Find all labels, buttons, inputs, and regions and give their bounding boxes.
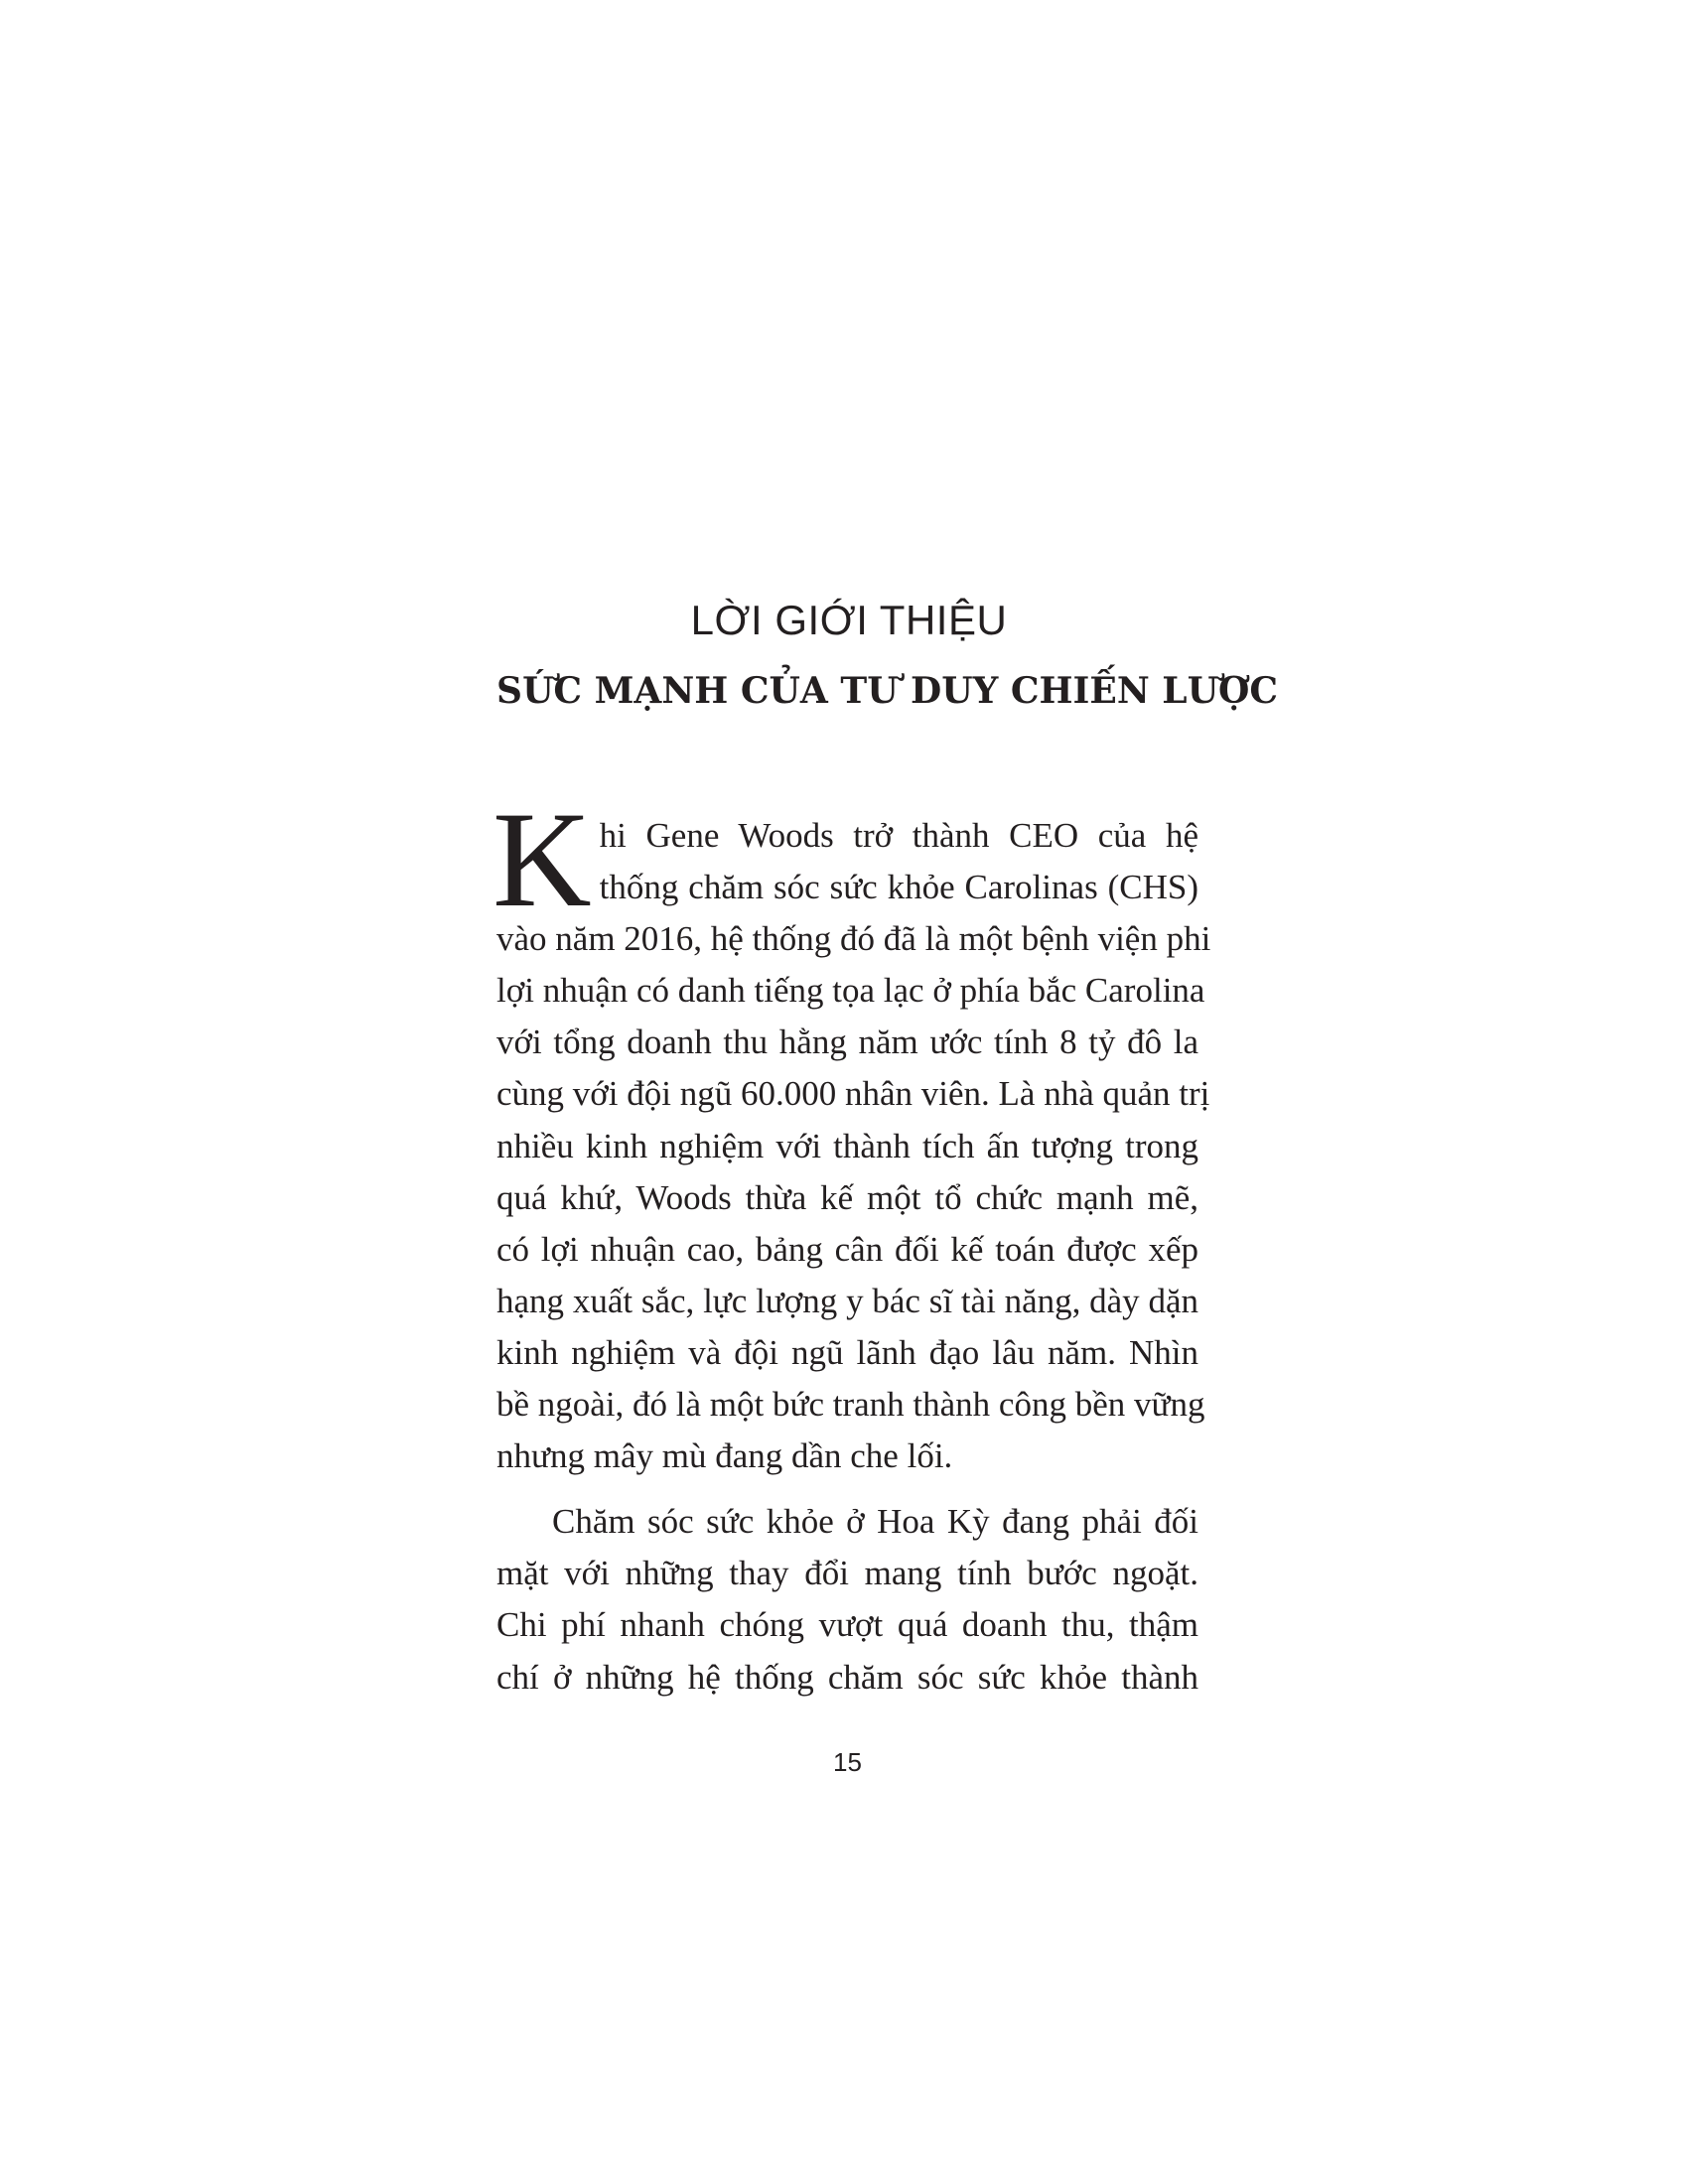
body-text (492, 783, 1211, 1704)
paragraph-1-line: kinh nghiệm và đội ngũ lãnh đạo lâu năm. Nhìn (496, 1332, 1198, 1372)
chapter-label: LỜI GIỚI THIỆU (690, 597, 1008, 643)
paragraph-1-line: thống chăm sóc sức khỏe Carolinas (CHS) (599, 868, 1198, 907)
paragraph-2-line: chí ở những hệ thống chăm sóc sức khỏe thành (496, 1657, 1198, 1697)
paragraph-1-line: với tổng doanh thu hằng năm ước tính 8 tỷ đô la (496, 1023, 1198, 1062)
paragraph-1-line: bề ngoài, đó là một bức tranh thành công bền vững (496, 1385, 1205, 1425)
paragraph-2-line: mặt với những thay đổi mang tính bước ngoặt. (496, 1554, 1198, 1593)
paragraph-1-line: cùng với đội ngũ 60.000 nhân viên. Là nhà quản trị (496, 1074, 1210, 1114)
paragraph-1-line: quá khứ, Woods thừa kế một tổ chức mạnh mẽ, (496, 1177, 1198, 1217)
paragraph-1-line: nhưng mây mù đang dần che lối. (496, 1436, 953, 1476)
paragraph-1-line: hạng xuất sắc, lực lượng y bác sĩ tài năng, dày dặn (496, 1281, 1198, 1320)
chapter-title: SỨC MẠNH CỦA TƯ DUY CHIẾN LƯỢC (496, 670, 1278, 712)
paragraph-1-line: có lợi nhuận cao, bảng cân đối kế toán được xếp (496, 1229, 1198, 1269)
paragraph-1-line: lợi nhuận có danh tiếng tọa lạc ở phía bắc Carolina (496, 971, 1205, 1011)
drop-cap: K (492, 783, 592, 935)
paragraph-2-line: Chi phí nhanh chóng vượt quá doanh thu, thậm (496, 1605, 1198, 1645)
paragraph-1-line: vào năm 2016, hệ thống đó đã là một bệnh viện phi (496, 919, 1211, 959)
paragraph-2 (496, 1496, 1198, 1703)
paragraph-2-line: Chăm sóc sức khỏe ở Hoa Kỳ đang phải đối (552, 1502, 1198, 1542)
paragraph-1-line: hi Gene Woods trở thành CEO của hệ (599, 816, 1198, 855)
paragraph-1-line: nhiều kinh nghiệm với thành tích ấn tượng trong (496, 1126, 1198, 1165)
page-number: 15 (833, 1747, 862, 1777)
paragraph-1 (492, 783, 1211, 1482)
